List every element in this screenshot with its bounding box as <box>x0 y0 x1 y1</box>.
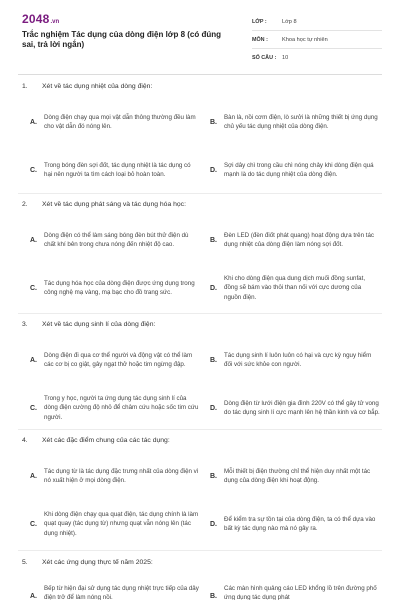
question-text: Xét về tác dụng nhiệt của dòng điện: <box>42 82 153 90</box>
option-text: Để kiểm tra sự tồn tại của dòng điện, ta có thể dựa vào bất kỳ tác dụng nào mà nó gây ra. <box>224 515 376 532</box>
question-2 <box>22 198 382 301</box>
option-letter: D. <box>210 166 217 174</box>
option-letter: B. <box>210 236 217 244</box>
question-header <box>22 80 382 92</box>
option-c[interactable] <box>30 394 200 422</box>
question-divider <box>18 550 382 551</box>
question-5 <box>22 556 382 600</box>
option-letter: A. <box>30 593 37 600</box>
question-header <box>22 318 382 330</box>
meta-row-subject <box>252 31 382 49</box>
option-text: Tác dụng sinh lí luôn luôn có hại và cực kỳ nguy hiểm đối với sức khỏe con người. <box>224 351 372 368</box>
option-b[interactable] <box>210 346 380 374</box>
option-text: Các màn hình quảng cáo LED khổng lồ trên đường phố ứng dụng tác dụng phát <box>224 585 377 600</box>
question-text: Xét về tác dụng sinh lí của dòng điện: <box>42 320 156 328</box>
option-letter: B. <box>210 356 217 364</box>
question-text: Xét về tác dụng phát sáng và tác dụng hóa học: <box>42 200 186 208</box>
option-letter: A. <box>30 118 37 126</box>
option-b[interactable] <box>210 462 380 490</box>
logo-extension: .vn <box>50 19 60 25</box>
meta-row-class <box>252 13 382 31</box>
meta-label: SỐ CÂU : <box>252 55 277 61</box>
option-text: Dòng điện chạy qua mọi vật dẫn thông thường đều làm cho vật dẫn đó nóng lên. <box>44 113 196 130</box>
option-d[interactable] <box>210 156 380 184</box>
option-text: Trong bóng đèn sợi đốt, tác dụng nhiệt là tác dụng có hại nên người ta tìm cách loại bỏ hoàn toàn. <box>44 161 191 178</box>
option-d[interactable] <box>210 510 380 538</box>
option-text: Bàn là, nồi cơm điện, lò sưởi là những thiết bị ứng dụng chủ yếu tác dụng nhiệt của dòng điện. <box>224 113 378 130</box>
question-text: Xét các đặc điểm chung của các tác dụng: <box>42 436 170 444</box>
header-divider <box>18 74 382 75</box>
question-divider <box>18 193 382 194</box>
option-letter: C. <box>30 520 37 528</box>
meta-value: 10 <box>282 55 289 61</box>
meta-value: Lớp 8 <box>282 18 297 25</box>
option-text: Tác dụng từ là tác dụng đặc trưng nhất của dòng điện vì nó xuất hiện ở mọi dòng điện. <box>44 467 199 484</box>
option-b[interactable] <box>210 108 380 136</box>
question-text: Xét các ứng dụng thực tế năm 2025: <box>42 558 153 566</box>
option-letter: A. <box>30 472 37 480</box>
question-1 <box>22 80 382 178</box>
question-header <box>22 556 382 568</box>
option-letter: C. <box>30 284 37 292</box>
option-text: Sợi dây chì trong cầu chì nóng chảy khi dòng điện quá mạnh là do tác dụng nhiệt của dòng điện. <box>224 161 374 178</box>
page-title: Trắc nghiệm Tác dụng của dòng điện lớp 8 (có đúng sai, trả lời ngắn) <box>22 30 222 49</box>
option-text: Khi dòng điện chạy qua quạt điện, tác dụng chính là làm quạt quay (tác dụng từ) nhưng quạt vẫn nóng lên (tác dụng nhiệt). <box>44 511 199 537</box>
option-a[interactable] <box>30 346 200 374</box>
option-letter: D. <box>210 520 217 528</box>
option-letter: A. <box>30 356 37 364</box>
logo-number: 2048 <box>22 12 50 26</box>
option-text: Trong y học, người ta ứng dụng tác dụng sinh lí của dòng điện cường độ nhỏ để châm cứu hoặc sốc tim cứu người. <box>44 395 199 421</box>
question-3 <box>22 318 382 421</box>
option-text: Bếp từ hiện đại sử dụng tác dụng nhiệt trực tiếp của dây điện trở để làm nóng nồi. <box>44 585 199 600</box>
option-d[interactable] <box>210 394 380 422</box>
option-a[interactable] <box>30 226 200 254</box>
question-number: 4. <box>22 436 28 444</box>
option-text: Tác dụng hóa học của dòng điện được ứng dụng trong công nghệ mạ vàng, mạ bạc cho đồ trang sức. <box>44 279 195 296</box>
page-header <box>0 0 400 72</box>
quiz-meta <box>252 13 382 67</box>
option-letter: B. <box>210 118 217 126</box>
option-text: Dòng điện đi qua cơ thể người và động vật có thể làm các cơ bị co giật, gây ngạt thở hoặc tim ngừng đập. <box>44 351 193 368</box>
question-number: 1. <box>22 82 28 90</box>
option-letter: D. <box>210 284 217 292</box>
option-a[interactable] <box>30 584 200 600</box>
option-letter: D. <box>210 404 217 412</box>
option-b[interactable] <box>210 584 380 600</box>
site-logo[interactable] <box>22 12 59 26</box>
option-text: Dòng điện có thể làm sáng bóng đèn bút thử điện dù chất khí bên trong chưa nóng đến nhiệt độ cao. <box>44 231 189 248</box>
option-c[interactable] <box>30 156 200 184</box>
question-number: 5. <box>22 558 28 566</box>
option-c[interactable] <box>30 274 200 302</box>
option-text: Mỗi thiết bị điện thường chỉ thể hiện duy nhất một tác dụng của dòng điện khi hoạt động. <box>224 467 371 484</box>
question-header <box>22 198 382 210</box>
option-letter: C. <box>30 404 37 412</box>
option-letter: B. <box>210 593 217 600</box>
option-b[interactable] <box>210 226 380 254</box>
meta-row-count <box>252 49 382 67</box>
question-divider <box>18 429 382 430</box>
question-header <box>22 434 382 446</box>
option-a[interactable] <box>30 462 200 490</box>
option-text: Khi cho dòng điện qua dung dịch muối đồng sunfat, đồng sẽ bám vào thỏi than nối với cực dương của nguồn điện. <box>224 275 366 301</box>
question-number: 3. <box>22 320 28 328</box>
meta-label: LỚP : <box>252 18 267 25</box>
meta-label: MÔN : <box>252 36 268 43</box>
option-text: Dòng điện từ lưới điện gia đình 220V có thể gây tử vong do tác dụng sinh lí cực mạnh lên hệ thần kinh và cơ bắp. <box>224 399 380 416</box>
option-letter: A. <box>30 236 37 244</box>
option-text: Đèn LED (đèn điốt phát quang) hoạt động dựa trên tác dụng nhiệt của dòng điện làm nóng sợi đốt. <box>224 231 374 248</box>
question-divider <box>18 313 382 314</box>
option-letter: B. <box>210 472 217 480</box>
option-c[interactable] <box>30 510 200 538</box>
option-d[interactable] <box>210 274 380 302</box>
option-a[interactable] <box>30 108 200 136</box>
question-number: 2. <box>22 200 28 208</box>
option-letter: C. <box>30 166 37 174</box>
question-4 <box>22 434 382 537</box>
meta-value: Khoa học tự nhiên <box>282 36 328 43</box>
